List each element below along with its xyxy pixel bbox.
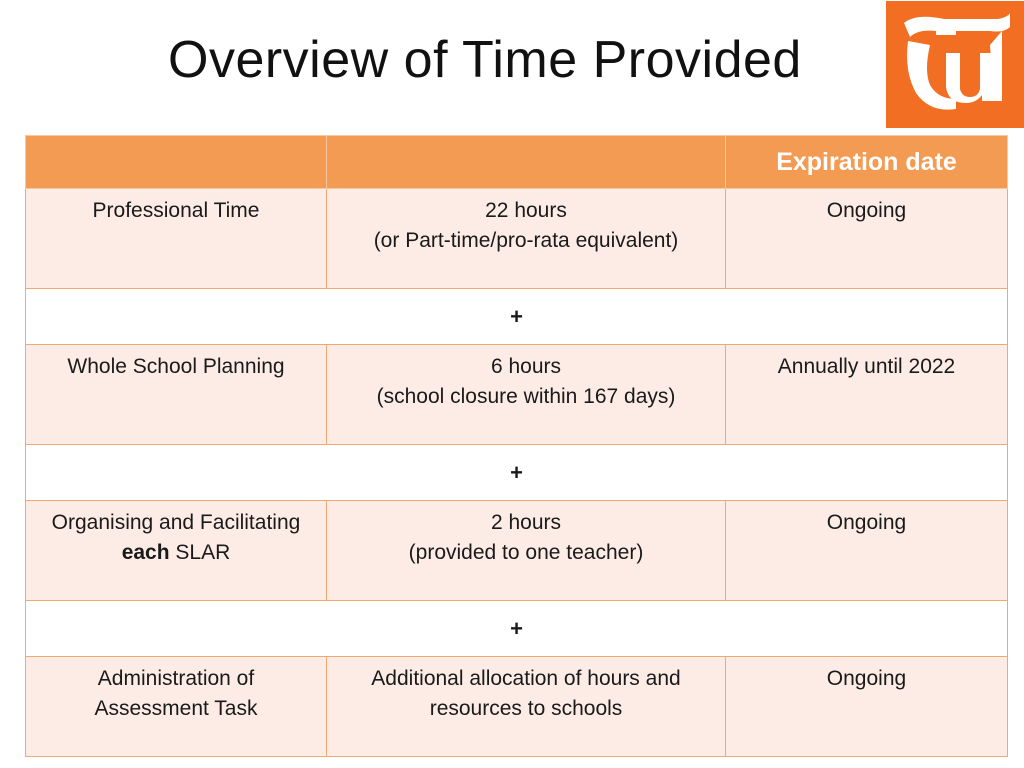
plus-sign: + (26, 445, 1008, 501)
plus-row (26, 289, 1008, 345)
plus-sign: + (26, 289, 1008, 345)
row-time: Additional allocation of hours and resources to schools (327, 657, 726, 757)
plus-sign: + (26, 601, 1008, 657)
time-overview-table (25, 135, 1008, 757)
row-expiration: Ongoing (726, 501, 1008, 601)
plus-row (26, 601, 1008, 657)
row-time: 22 hours (or Part-time/pro-rata equivalent) (327, 189, 726, 289)
row-label: Whole School Planning (26, 345, 327, 445)
row-expiration: Ongoing (726, 657, 1008, 757)
table-row (26, 501, 1008, 601)
tu-logo-icon (886, 1, 1024, 128)
header-cell-expiration: Expiration date (726, 136, 1008, 189)
logo-graphic (886, 1, 1024, 128)
table-row (26, 657, 1008, 757)
row-expiration: Annually until 2022 (726, 345, 1008, 445)
slide-title: Overview of Time Provided (168, 31, 802, 89)
row-label: Organising and Facilitating each SLAR (26, 501, 327, 601)
row-label-line2: each SLAR (121, 541, 231, 564)
row-expiration: Ongoing (726, 189, 1008, 289)
row-time: 6 hours (school closure within 167 days) (327, 345, 726, 445)
row-label: Professional Time (26, 189, 327, 289)
row-label: Administration of Assessment Task (26, 657, 327, 757)
header-cell-category (26, 136, 327, 189)
plus-row (26, 445, 1008, 501)
emphasis-each: each (121, 541, 170, 564)
table-row (26, 189, 1008, 289)
table-header-row (26, 136, 1008, 189)
table-row (26, 345, 1008, 445)
row-time: 2 hours (provided to one teacher) (327, 501, 726, 601)
header-cell-time (327, 136, 726, 189)
